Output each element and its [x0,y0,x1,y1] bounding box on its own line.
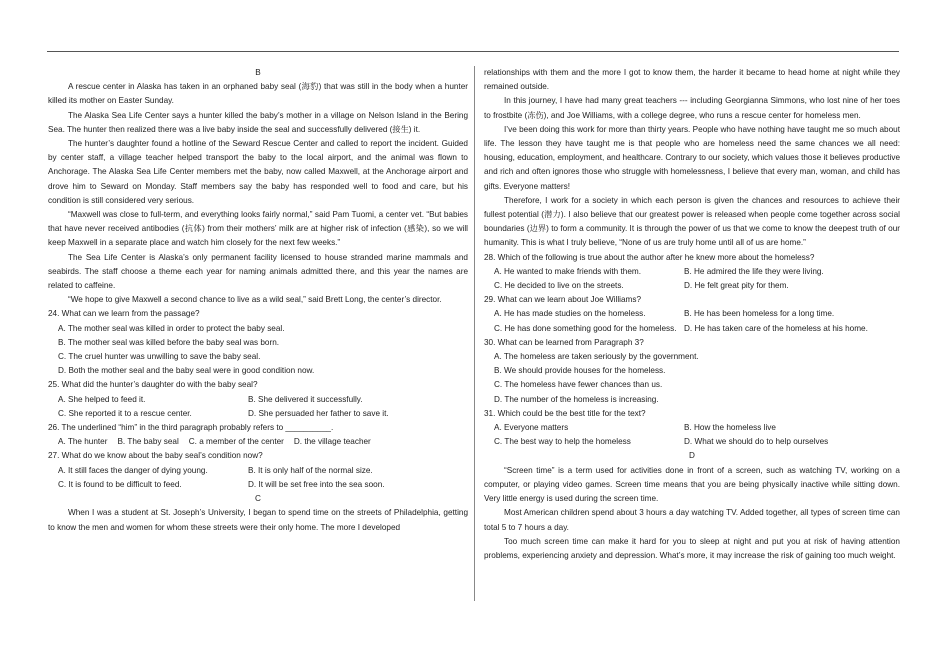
option-row [484,307,900,321]
paragraph: The Alaska Sea Life Center says a hunter killed the baby’s mother in a village on Nelson Island in the Bering Sea. The hunter then realized there was a live baby inside the seal and successfully delivered (接生) it. [48,110,468,134]
option: B. The mother seal was killed before the baby seal was born. [58,337,280,347]
option-row [484,435,900,449]
question: 26. The underlined “him” in the third paragraph probably refers to __________. [48,423,334,433]
option: C. a member of the center [188,437,284,447]
section-label: D [689,451,695,461]
paragraph: In this journey, I have had many great teachers --- including Georgianna Simmons, who lost nine of her toes to frostbite (冻伤), and Joe Williams, with a college degree, who runs a rescue center for homeless men. [484,96,900,120]
paragraph: Too much screen time can make it hard for you to sleep at night and put you at risk of having attention problems, experiencing anxiety and depression. What’s more, it may increase the risk of gaining too much weight. [484,536,900,560]
question: 24. What can we learn from the passage? [48,309,200,319]
paragraph: “We hope to give Maxwell a second chance to live as a wild seal,” said Brett Long, the center’s director. [68,295,442,305]
option: A. He has made studies on the homeless. [494,309,646,319]
option: C. She reported it to a rescue center. [58,408,192,418]
option: A. The mother seal was killed in order to protect the baby seal. [58,323,285,333]
question: 29. What can we learn about Joe Williams? [484,295,642,305]
option: C. The cruel hunter was unwilling to save the baby seal. [58,352,261,362]
question: 31. Which could be the best title for the text? [484,408,646,418]
option: B. It is only half of the normal size. [248,465,373,475]
option: B. The baby seal [117,437,179,447]
question: 27. What do we know about the baby seal’s condition now? [48,451,263,461]
option: A. He wanted to make friends with them. [494,266,641,276]
section-label: B [255,68,261,77]
option: D. She persuaded her father to save it. [248,408,389,418]
question: 25. What did the hunter’s daughter do with the baby seal? [48,380,258,390]
paragraph: Therefore, I work for a society in which each person is given the chances and resources to achieve their fullest potential (潜力). I also believe that our greatest power is released when people come together across social boundaries (边界) to form a community. It is through the power of us that we come to know the deepest truth of our humanity. This is what I truly believe, “None of us are truly home until all of us are home.” [484,195,900,248]
top-rule [47,51,899,52]
section-label: C [255,494,261,504]
option: D. He has taken care of the homeless at his home. [684,323,868,333]
column-divider [474,66,475,601]
option: B. He admired the life they were living. [684,266,824,276]
option: D. the village teacher [293,437,371,447]
right-column [484,66,900,563]
option: C. It is found to be difficult to feed. [58,479,182,489]
option: D. He felt great pity for them. [684,281,789,291]
option-row [484,265,900,279]
paragraph: relationships with them and the more I got to know them, the harder it became to head home at night while they remained outside. [484,68,900,92]
option-row [484,322,900,336]
question: 30. What can be learned from Paragraph 3? [484,337,644,347]
paragraph: I’ve been doing this work for more than thirty years. People who have nothing have taught me so much about life. The lesson they have taught me is that people who are homeless need the same chances we all need: housing, education, employment, and healthcare. Contrary to our society, which values those it believes productive and rich and often ignores those who struggle with homelessness, I believe that every man, woman, and child has gifts. Everyone matters! [484,124,900,191]
option: B. How the homeless live [684,423,776,433]
paragraph: Most American children spend about 3 hours a day watching TV. Added together, all types of screen time can total 5 to 7 hours a day. [484,508,900,532]
paragraph: A rescue center in Alaska has taken in an orphaned baby seal (海豹) that was still in the body when a hunter killed its mother on Easter Sunday. [48,82,468,106]
paragraph: “Maxwell was close to full-term, and everything looks fairly normal,” said Pam Tuomi, a center vet. “But babies that have never received antibodies (抗体) from their mothers’ milk are at higher risk of infection (感染), so we will keep Maxwell in a separate place and watch him closely for the next few weeks.” [48,210,468,248]
option: A. The homeless are taken seriously by the government. [494,352,699,362]
option: A. She helped to feed it. [58,394,146,404]
option: A. The hunter [58,437,108,447]
option: C. The best way to help the homeless [494,437,631,447]
paragraph: The Sea Life Center is Alaska’s only permanent facility licensed to house stranded marine mammals and seabirds. The staff choose a theme each year for naming animals admitted there, and this year the names are related to caffeine. [48,252,468,291]
option: C. He decided to live on the streets. [494,281,624,291]
option: B. We should provide houses for the homeless. [494,366,666,376]
option: C. The homeless have fewer chances than us. [494,380,663,390]
paragraph: “Screen time” is a term used for activities done in front of a screen, such as watching TV, working on a computer, or playing video games. Screen time means that you are being physically inactive while sitting down. Very little energy is used during the screen time. [484,465,900,504]
option-row [48,435,468,449]
paragraph: The hunter’s daughter found a hotline of the Seward Rescue Center and called to report the incident. Guided by center staff, a village teacher helped transport the baby to the local airport, and the animal was flown to Anchorage. The Alaska Sea Life Center members met the baby, now called Maxwell, at the Anchorage airport and drove him to Seward on Monday. Staff members say the baby has responded well to food and care, but his condition is still considered very serious. [48,139,468,205]
option: A. Everyone matters [494,423,569,433]
option: B. She delivered it successfully. [248,394,363,404]
option: B. He has been homeless for a long time. [684,309,835,319]
option: D. It will be set free into the sea soon. [248,479,385,489]
option-row [48,407,468,421]
option: C. He has done something good for the homeless. [494,323,677,333]
option-row [48,393,468,407]
option-row [484,421,900,435]
question: 28. Which of the following is true about the author after he knew more about the homeless? [484,252,815,262]
option: A. It still faces the danger of dying young. [58,465,208,475]
option: D. The number of the homeless is increasing. [494,394,659,404]
left-column [48,66,468,535]
option-row [48,478,468,492]
option: D. What we should do to help ourselves [684,437,829,447]
option-row [484,279,900,293]
option-row [48,464,468,478]
paragraph: When I was a student at St. Joseph’s University, I began to spend time on the streets of Philadelphia, getting to know the men and women for whom these streets were their only home. The more I developed [48,508,468,532]
option: D. Both the mother seal and the baby seal were in good condition now. [58,366,315,376]
